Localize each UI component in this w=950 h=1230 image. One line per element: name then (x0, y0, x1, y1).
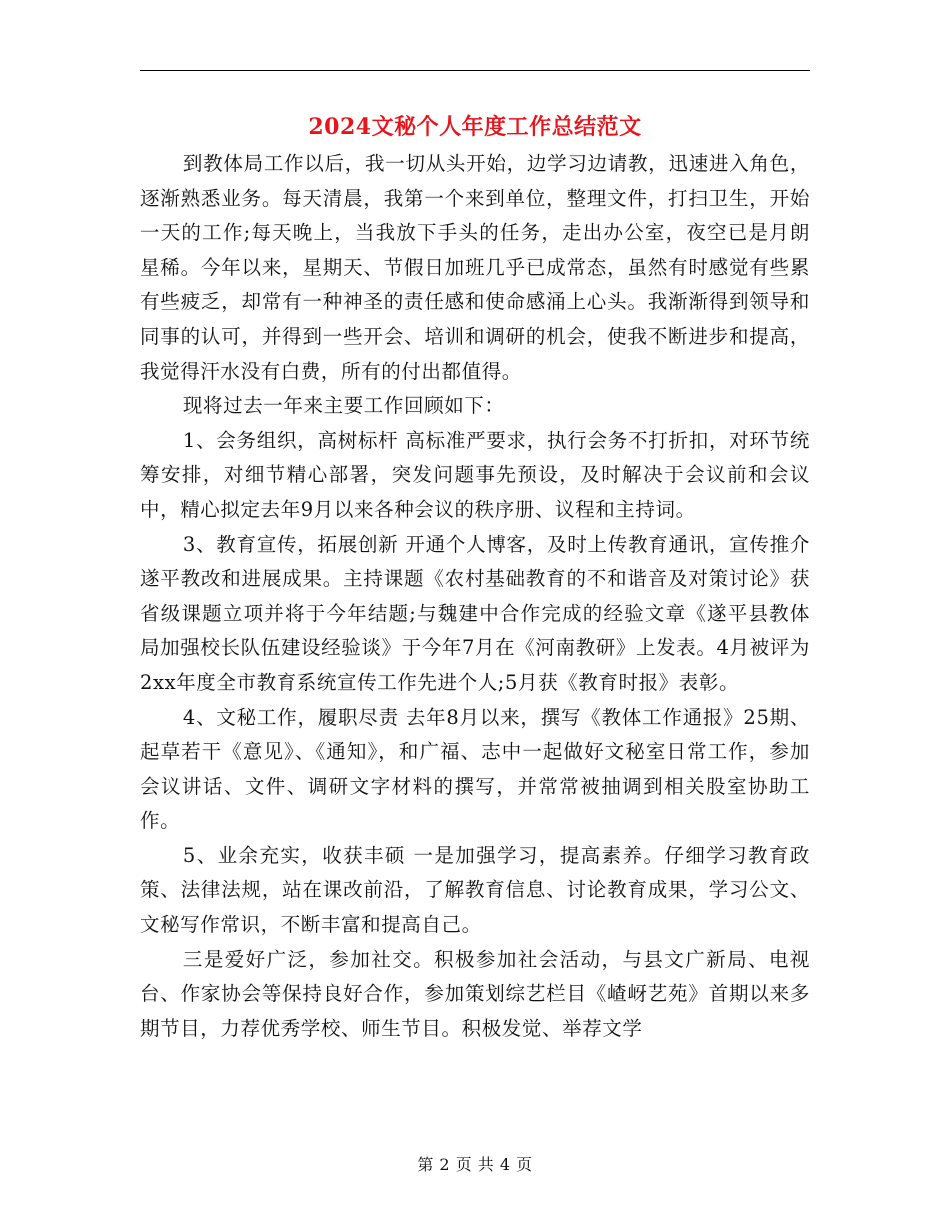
paragraph-item-1: 1、会务组织，高树标杆 高标准严要求，执行会务不打折扣，对环节统筹安排，对细节精心部署，突发问题事先预设，及时解决于会议前和会议中，精心拟定去年9月以来各种会议的秩序册、议程和主持词。 (140, 428, 810, 521)
header-rule (140, 70, 810, 71)
paragraph-item-5-part-3: 三是爱好广泛，参加社交。积极参加社会活动，与县文广新局、电视台、作家协会等保持良好合作，参加策划综艺栏目《嵖岈艺苑》首期以来多期节目，力荐优秀学校、师生节目。积极发觉、举荐文学 (140, 947, 810, 1040)
paragraph-intro: 到教体局工作以后，我一切从头开始，边学习边请教，迅速进入角色，逐渐熟悉业务。每天清晨，我第一个来到单位，整理文件，打扫卫生，开始一天的工作;每天晚上，当我放下手头的任务，走出办公室，夜空已是月朗星稀。今年以来，星期天、节假日加班几乎已成常态，虽然有时感觉有些累有些疲乏，却常有一种神圣的责任感和使命感涌上心头。我渐渐得到领导和同事的认可，并得到一些开会、培训和调研的机会，使我不断进步和提高，我觉得汗水没有白费，所有的付出都值得。 (140, 152, 810, 383)
paragraph-item-4: 4、文秘工作，履职尽责 去年8月以来，撰写《教体工作通报》25期、起草若干《意见》、《通知》，和广福、志中一起做好文秘室日常工作，参加会议讲话、文件、调研文字材料的撰写，并常常被抽调到相关股室协助工作。 (140, 705, 810, 833)
document-body (140, 147, 810, 1046)
paragraph-review-heading: 现将过去一年来主要工作回顾如下： (182, 394, 505, 418)
document-title: 2024文秘个人年度工作总结范文 (308, 114, 642, 140)
page-number: 第 2 页 共 4 页 (417, 1155, 533, 1174)
paragraph-item-3: 3、教育宣传，拓展创新 开通个人博客，及时上传教育通讯，宣传推介遂平教改和进展成果。主持课题《农村基础教育的不和谐音及对策讨论》获省级课题立项并将于今年结题;与魏建中合作完成的经验文章《遂平县教体局加强校长队伍建设经验谈》于今年7月在《河南教研》上发表。4月被评为2xx年度全市教育系统宣传工作先进个人;5月获《教育时报》表彰。 (140, 532, 810, 694)
paragraph-item-5: 5、业余充实，收获丰硕 一是加强学习，提高素养。仔细学习教育政策、法律法规，站在课改前沿，了解教育信息、讨论教育成果，学习公文、文秘写作常识，不断丰富和提高自己。 (140, 843, 810, 937)
